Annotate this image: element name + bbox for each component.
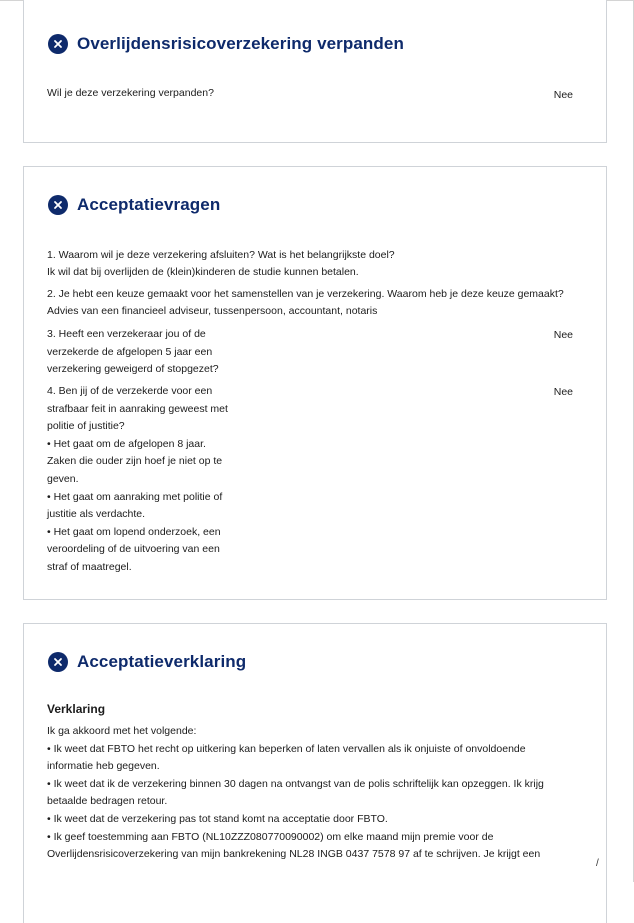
answer-1: Ik wil dat bij overlijden de (klein)kinderen de studie kunnen betalen.	[47, 266, 359, 278]
close-circle-icon	[48, 652, 68, 672]
question-4-line: Zaken die ouder zijn hoef je niet op te	[47, 455, 223, 468]
declaration-text	[47, 723, 544, 864]
question-3-line: verzekering geweigerd of stopgezet?	[47, 363, 219, 376]
declaration-line: informatie heb gegeven.	[47, 760, 160, 773]
question-4-line: • Het gaat om aanraking met politie of	[47, 490, 223, 503]
section-title: Acceptatieverklaring	[77, 652, 247, 671]
declaration-line: Overlijdensrisicoverzekering van mijn bankrekening NL28 INGB 0437 7578 97 af te schrijven. Je krijgt een	[47, 848, 541, 861]
question-4-line: veroordeling of de uitvoering van een	[47, 543, 220, 556]
question-4-line: politie of justitie?	[47, 420, 125, 433]
declaration-line: • Ik weet dat ik de verzekering binnen 30 dagen na ontvangst van de polis schriftelijk kan opzeggen. Ik krijg	[47, 777, 544, 790]
question-3	[47, 326, 219, 379]
close-circle-icon	[48, 195, 68, 215]
section-header	[48, 652, 246, 672]
answer-value: Nee	[553, 89, 573, 101]
section-title: Acceptatievragen	[77, 195, 221, 214]
declaration-line: • Ik weet dat de verzekering pas tot stand komt na acceptatie door FBTO.	[47, 812, 388, 825]
question-3-line: verzekerde de afgelopen 5 jaar een	[47, 345, 213, 358]
answer-2: Advies van een financieel adviseur, tussenpersoon, accountant, notaris	[47, 305, 378, 317]
question-1: 1. Waarom wil je deze verzekering afsluiten? Wat is het belangrijkste doel?	[47, 249, 395, 261]
section-header	[48, 195, 220, 215]
declaration-line: • Ik weet dat FBTO het recht op uitkering kan beperken of laten vervallen als ik onjuiste of onvoldoende	[47, 742, 526, 755]
declaration-line: Ik ga akkoord met het volgende:	[47, 725, 197, 737]
question-4	[47, 383, 228, 577]
question-4-line: geven.	[47, 472, 79, 485]
subheading-verklaring: Verklaring	[47, 702, 106, 716]
answer-3: Nee	[553, 329, 573, 341]
section-title: Overlijdensrisicoverzekering verpanden	[77, 34, 404, 53]
close-circle-icon	[48, 34, 68, 54]
question-3-line: 3. Heeft een verzekeraar jou of de	[47, 328, 206, 340]
declaration-line: • Ik geef toestemming aan FBTO (NL10ZZZ080770090002) om elke maand mijn premie voor de	[47, 830, 494, 843]
question-4-line: straf of maatregel.	[47, 560, 132, 573]
question-4-line: strafbaar feit in aanraking geweest met	[47, 402, 228, 415]
question-4-line: justitie als verdachte.	[47, 508, 146, 521]
question-2: 2. Je hebt een keuze gemaakt voor het samenstellen van je verzekering. Waarom heb je deze keuze gemaakt?	[47, 288, 564, 300]
section-verpanden	[23, 0, 607, 143]
question-4-line: • Het gaat om de afgelopen 8 jaar.	[47, 437, 206, 450]
question-4-line: • Het gaat om lopend onderzoek, een	[47, 525, 221, 538]
section-header	[48, 34, 404, 54]
footer-mark: /	[596, 858, 599, 869]
section-acceptatieverklaring	[23, 623, 607, 923]
answer-4: Nee	[553, 386, 573, 398]
question-label: Wil je deze verzekering verpanden?	[47, 87, 214, 99]
section-acceptatievragen	[23, 166, 607, 600]
declaration-line: betaalde bedragen retour.	[47, 795, 168, 808]
question-4-line: 4. Ben jij of de verzekerde voor een	[47, 385, 213, 397]
